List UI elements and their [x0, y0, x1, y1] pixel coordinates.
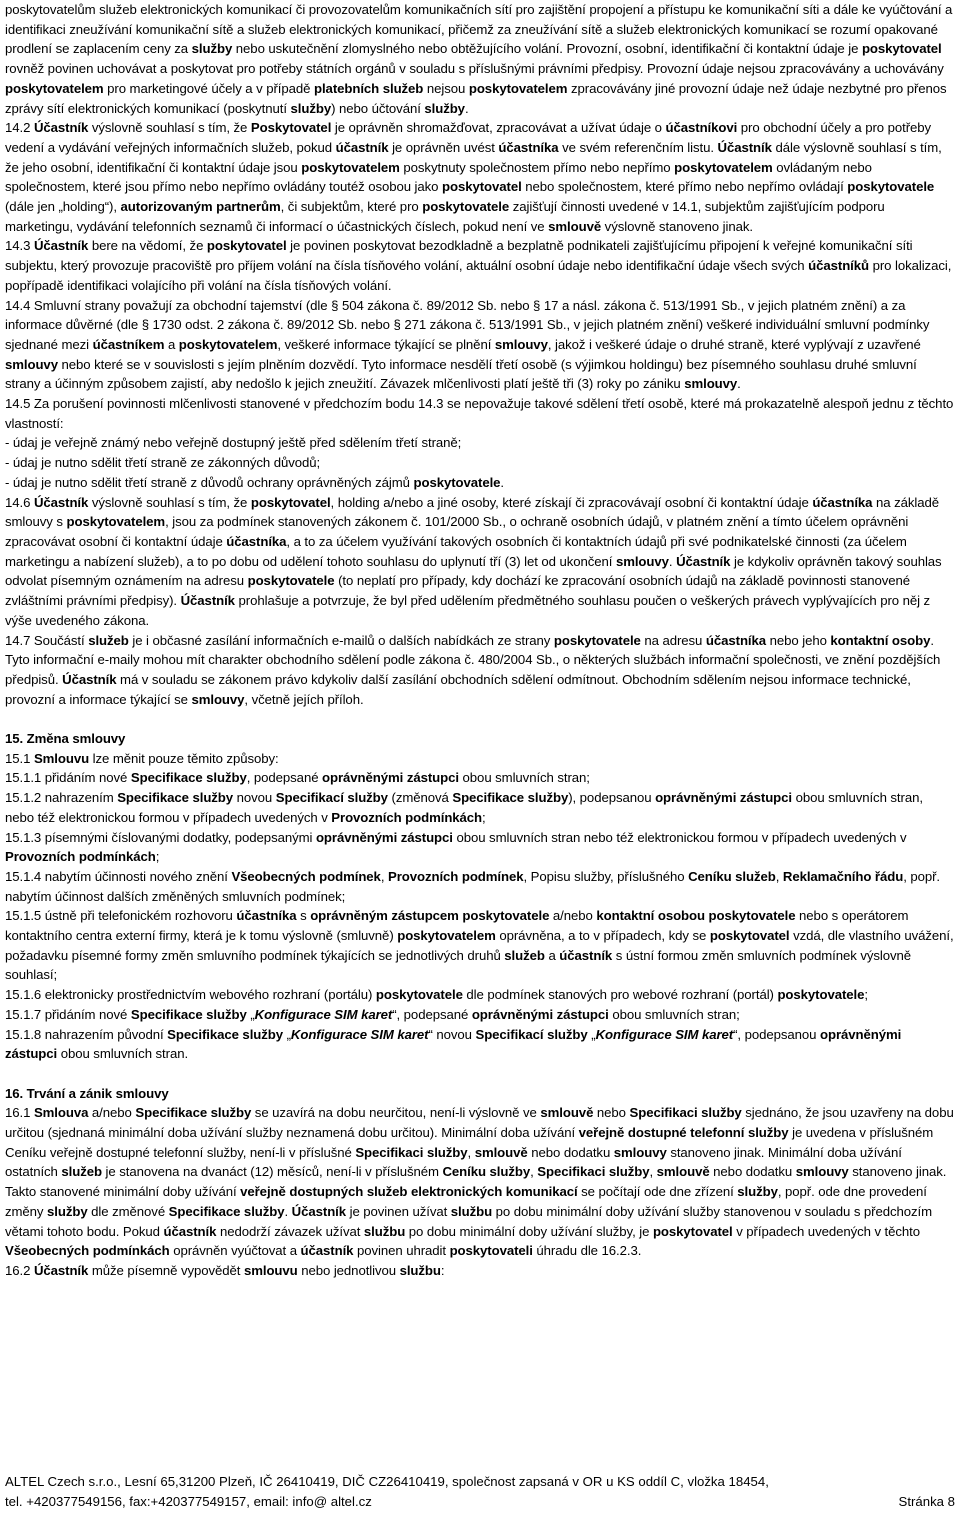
defined-term: autorizovaným partnerům	[120, 199, 281, 215]
defined-term: poskytovatel	[206, 238, 287, 254]
defined-term: oprávněnými zástupci	[655, 790, 792, 806]
footer-contact-row	[5, 1492, 955, 1512]
defined-term: poskytovatele	[413, 474, 501, 490]
defined-term: poskytovateli	[449, 1243, 533, 1259]
defined-term: Účastník	[62, 671, 117, 687]
footer-contact-info: tel. +420377549156, fax:+420377549157, email: info@ altel.cz	[5, 1493, 372, 1509]
defined-term: účastník	[335, 139, 389, 155]
defined-term: účastníka	[705, 632, 767, 648]
defined-term: smlouvy	[613, 1144, 667, 1160]
defined-term: Specifikace služby	[452, 790, 569, 806]
paragraph: - údaj je nutno sdělit třetí straně z důvodů ochrany oprávněných zájmů poskytovatele.	[5, 474, 505, 490]
paragraph: - údaj je nutno sdělit třetí straně ze zákonných důvodů;	[5, 455, 321, 471]
defined-term: Specifikací služby	[275, 790, 388, 806]
paragraph: 15.1 Smlouvu lze měnit pouze těmito způsoby:	[5, 750, 279, 766]
defined-term: služeb	[61, 1164, 102, 1180]
paragraph: 15.1.3 písemnými číslovanými dodatky, podepsanými oprávněnými zástupci obou smluvních stran nebo též elektronickou formou v případech uvedených v Provozních podmínkách;	[5, 829, 907, 865]
section-heading: 16. Trvání a zánik smlouvy	[5, 1085, 169, 1101]
defined-term: služby	[191, 41, 233, 57]
defined-term: smlouvě	[540, 1105, 594, 1121]
defined-term: účastníkem	[92, 336, 165, 352]
defined-term: poskytovatel	[442, 179, 522, 195]
defined-term: Smlouvu	[33, 750, 90, 766]
defined-term: Všeobecných podmínek	[231, 868, 381, 884]
defined-term: platebních služeb	[314, 80, 424, 96]
page-number: Stránka 8	[898, 1493, 955, 1509]
section-spacer	[5, 1064, 955, 1084]
defined-term: Účastník	[180, 593, 235, 609]
defined-term: Provozních podmínkách	[5, 849, 156, 865]
defined-term: smlouvy	[795, 1164, 849, 1180]
paragraph: 15.1.1 přidáním nové Specifikace služby, podepsané oprávněnými zástupci obou smluvních stran;	[5, 770, 590, 786]
defined-term: Specifikace služby	[130, 770, 247, 786]
defined-term: služeb	[504, 947, 545, 963]
paragraph: 15.1.8 nahrazením původní Specifikace služby „Konfigurace SIM karet“ novou Specifikací služby „Konfigurace SIM karet“, podepsanou oprávněnými zástupci obou smluvních stran.	[5, 1026, 902, 1062]
paragraph: 14.2 Účastník výslovně souhlasí s tím, že Poskytovatel je oprávněn shromažďovat, zpracovávat a užívat údaje o účastníkovi pro obchodní účely a pro potřeby vedení a vydávání veřejných informačních služeb, pokud účastník je oprávněn uvést účastníka ve svém referenčním listu. Účastník dále výslovně souhlasí s tím, že jeho osobní, identifikační či kontaktní údaje jsou poskytovatelem poskytnuty společnostem přímo nebo nepřímo poskytovatelem ovládaným nebo společnostem, které jsou přímo nebo nepřímo ovládány toutéž osobou jako poskytovatel nebo společnostem, které přímo nebo nepřímo ovládají poskytovatele (dále jen „holding“), autorizovaným partnerům, či subjektům, které pro poskytovatele zajišťují činnosti uvedené v 14.1, subjektům zajišťujícím podporu marketingu, vydávání telefonních seznamů či informací o účastnických číslech, pokud není ve smlouvě výslovně stanoveno jinak.	[5, 120, 942, 234]
defined-term: Konfigurace SIM karet	[254, 1006, 393, 1022]
defined-term: účastník	[163, 1223, 217, 1239]
page-footer	[5, 1472, 955, 1511]
defined-term: služby	[737, 1184, 778, 1200]
defined-term: Účastník	[33, 1262, 89, 1278]
paragraph: 14.6 Účastník výslovně souhlasí s tím, že poskytovatel, holding a/nebo a jiné osoby, které získají či zpracovávají osobní či kontaktní údaje účastníka na základě smlouvy s poskytovatelem, jsou za podmínek stanovených zákonem č. 101/2000 Sb., o ochraně osobních údajů, v platném znění a tímto účelem oprávněni zpracovávat osobní či kontaktní údaje účastníka, a to za účelem využívání takových osobních či kontaktních údajů při své podnikatelské činnosti (za účelem marketingu a nabízení služeb), a to po dobu od udělení tohoto souhlasu do uplynutí tří (3) let od ukončení smlouvy. Účastník je kdykoliv oprávněn takový souhlas odvolat písemným oznámením na adresu poskytovatele (to neplatí pro případy, kdy dochází ke zpracování osobních údajů na základě povinnosti stanovené zvláštními právními předpisy). Účastník prohlašuje a potvrzuje, že byl před udělením předmětného souhlasu poučen o veškerých právech vyplývajících pro něj z výše uvedeného zákona.	[5, 494, 942, 628]
defined-term: Konfigurace SIM karet	[595, 1026, 734, 1042]
defined-term: poskytovatel	[652, 1223, 733, 1239]
defined-term: Specifikace služby	[130, 1006, 247, 1022]
defined-term: Konfigurace SIM karet	[290, 1026, 429, 1042]
paragraph: 15.1.2 nahrazením Specifikace služby novou Specifikací služby (změnová Specifikace služby), podepsanou oprávněnými zástupci obou smluvních stran, nebo též elektronickou formou v případech uvedených v Provozních podmínkách;	[5, 790, 923, 825]
paragraph: - údaj je veřejně známý nebo veřejně dostupný ještě před sdělením třetí straně;	[5, 435, 462, 451]
defined-term: Ceníku služeb	[688, 868, 776, 884]
defined-term: službu	[399, 1262, 441, 1278]
defined-term: oprávněnými zástupci	[471, 1006, 609, 1022]
defined-term: veřejně dostupné telefonní služby	[578, 1125, 789, 1141]
defined-term: smlouvy	[5, 356, 58, 372]
defined-term: smlouvy	[494, 336, 548, 352]
defined-term: Účastník	[33, 494, 89, 510]
defined-term: Specifikaci služby	[629, 1105, 742, 1121]
defined-term: účastníků	[808, 258, 869, 274]
defined-term: poskytovatel	[709, 928, 790, 944]
paragraph: 15.1.6 elektronicky prostřednictvím webového rozhraní (portálu) poskytovatele dle podmínek stanových pro webové rozhraní (portál) poskytovatele;	[5, 987, 868, 1003]
defined-term: poskytovatele	[777, 987, 865, 1003]
defined-term: oprávněnými zástupci	[5, 1026, 902, 1062]
defined-term: smlouvu	[243, 1262, 298, 1278]
paragraph: 15.1.5 ústně při telefonickém rozhovoru účastníka s oprávněným zástupcem poskytovatele a/nebo kontaktní osobou poskytovatele nebo s operátorem kontaktního centra externí firmy, která je k tomu výslovně (smluvně) poskytovatelem oprávněna, a to v případech, kdy se poskytovatel vzdá, dle vlastního uvážení, požadavku písemné formy změn smluvního podmínek týkajících se jednotlivých druhů služeb a účastník s ústní formou změn smluvních podmínek výslovně souhlasí;	[5, 908, 954, 983]
paragraph: 14.3 Účastník bere na vědomí, že poskytovatel je povinen poskytovat bezodkladně a bezplatně podnikateli zajišťujícímu připojení k veřejné komunikační síti subjektu, který provozuje pracoviště pro příjem volání na čísla tísňového volání, aktuální osobní údaje nebo identifikační údaje všech svých účastníků pro lokalizaci, popřípadě identifikaci volajícího při volání na čísla tísňových volání.	[5, 238, 952, 293]
defined-term: poskytovatelem	[5, 80, 104, 96]
paragraph: 15.1.7 přidáním nové Specifikace služby „Konfigurace SIM karet“, podepsané oprávněnými zástupci obou smluvních stran;	[5, 1006, 740, 1022]
defined-term: účastník	[559, 947, 613, 963]
defined-term: poskytovatele	[553, 632, 641, 648]
defined-term: Provozních podmínkách	[331, 809, 483, 825]
defined-term: službu	[363, 1223, 406, 1239]
defined-term: poskytovatelem	[468, 80, 568, 96]
defined-term: poskytovatele	[375, 987, 463, 1003]
defined-term: poskytovatele	[247, 573, 335, 589]
defined-term: Smlouva	[33, 1105, 89, 1121]
defined-term: účastníkovi	[665, 120, 738, 136]
paragraph: 16.1 Smlouva a/nebo Specifikace služby se uzavírá na dobu neurčitou, není-li výslovně ve smlouvě nebo Specifikaci služby sjednáno, že jsou uzavřeny na dobu určitou (sjednaná minimální doba užívání služby neznamená dobu určitou). Minimální doba užívání veřejně dostupné telefonní služby je uvedena v příslušném Ceníku veřejně dostupné telefonní služby, není-li v příslušné Specifikaci služby, smlouvě nebo dodatku smlouvy stanoveno jinak. Minimální doba užívání ostatních služeb je stanovena na dvanáct (12) měsíců, není-li v příslušném Ceníku služby, Specifikaci služby, smlouvě nebo dodatku smlouvy stanoveno jinak. Takto stanovené minimální doby užívání veřejně dostupných služeb elektronických komunikací se počítají ode dne zřízení služby, popř. ode dne provedení změny služby dle změnové Specifikace služby. Účastník je povinen užívat službu po dobu minimální doby užívání služby stanovenou v souladu s předchozím větami tohoto bodu. Pokud účastník nedodrží závazek užívat službu po dobu minimální doby užívání služby, je poskytovatel v případech uvedených v těchto Všeobecných podmínkách oprávněn vyúčtovat a účastník povinen uhradit poskytovateli úhradu dle 16.2.3.	[5, 1105, 954, 1259]
paragraph: 14.4 Smluvní strany považují za obchodní tajemství (dle § 504 zákona č. 89/2012 Sb. nebo § 17 a násl. zákona č. 513/1991 Sb., v jejich platném znění) a za informace důvěrné (dle § 1730 odst. 2 zákona č. 89/2012 Sb. nebo § 271 zákona č. 513/1991 Sb., v jejich platném znění) veškeré individuální smluvní podmínky sjednané mezi účastníkem a poskytovatelem, veškeré informace týkající se plnění smlouvy, jakož i veškeré údaje o druhé straně, které vyplývají z uzavřené smlouvy nebo které se v souvislosti s jejím plněním dozvědí. Tyto informace nesdělí třetí osobě (s výjimkou holdingu) bez písemného souhlasu druhé smluvní strany a účinným způsobem zajistí, aby nedošlo k jejich zneužití. Závazek mlčenlivosti platí ještě tři (3) roky po zániku smlouvy.	[5, 297, 930, 392]
defined-term: Specifikace služby	[117, 790, 234, 806]
defined-term: Účastník	[717, 139, 772, 155]
defined-term: Účastník	[291, 1203, 347, 1219]
defined-term: služby	[424, 100, 465, 116]
paragraph: 15.1.4 nabytím účinnosti nového znění Všeobecných podmínek, Provozních podmínek, Popisu služby, příslušného Ceníku služeb, Reklamačního řádu, popř. nabytím účinnost dalších změněných smluvních podmínek;	[5, 868, 941, 904]
defined-term: poskytovatel	[861, 41, 942, 57]
footer-company-info: ALTEL Czech s.r.o., Lesní 65,31200 Plzeň, IČ 26410419, DIČ CZ26410419, společnost zapsaná v OR u KS oddíl C, vložka 18454,	[5, 1474, 769, 1489]
document-body	[5, 0, 955, 1281]
defined-term: služby	[47, 1203, 88, 1219]
defined-term: kontaktní osoby	[830, 632, 931, 648]
defined-term: Všeobecných podmínkách	[5, 1243, 170, 1259]
defined-term: Reklamačního řádu	[782, 868, 904, 884]
defined-term: oprávněnými zástupci	[315, 829, 453, 845]
defined-term: veřejně dostupných služeb elektronických komunikací	[240, 1184, 578, 1200]
defined-term: Účastník	[676, 553, 731, 569]
paragraph: 14.7 Součástí služeb je i občasné zasílání informačních e-mailů o dalších nabídkách ze strany poskytovatele na adresu účastníka nebo jeho kontaktní osoby. Tyto informační e-maily mohou mít charakter obchodního sdělení podle zákona č. 480/2004 Sb., o některých službách informační společnosti, ve znění pozdějších předpisů. Účastník má v souladu se zákonem právo kdykoliv další zasílání obchodních sdělení odmítnout. Obchodním sdělením nejsou informace technické, provozní a informace týkající se smlouvy, včetně jejích příloh.	[5, 632, 941, 707]
defined-term: služeb	[88, 632, 129, 648]
defined-term: Účastník	[33, 120, 89, 136]
defined-term: oprávněným zástupcem poskytovatele	[310, 908, 550, 924]
section-heading: 15. Změna smlouvy	[5, 731, 126, 746]
defined-term: Specifikací služby	[475, 1026, 588, 1042]
defined-term: smlouvě	[548, 218, 602, 234]
defined-term: Poskytovatel	[250, 120, 332, 136]
defined-term: Specifikace služby	[167, 1026, 283, 1042]
paragraph: poskytovatelům služeb elektronických komunikací či provozovatelům komunikačních sítí pro zajištění propojení a přístupu ke komunikační síti a dále ke vyúčtování a identifikaci zneužívání komunikační sítě a služeb elektronických komunikací, přičemž za zneužívání sítě a služeb elektronických komunikací se rozumí opakované prodlení se zaplacením ceny za služby nebo uskutečnění zlomyslného nebo obtěžujícího volání. Provozní, osobní, identifikační či kontaktní údaje je poskytovatel rovněž povinen uchovávat a poskytovat pro potřeby státních orgánů v souladu s příslušnými právními předpisy. Provozní údaje nejsou zpracovávány a uchovávány poskytovatelem pro marketingové účely a v případě platebních služeb nejsou poskytovatelem zpracovávány jiné provozní údaje než údaje nezbytné pro přenos zprávy sítí elektronických komunikací (poskytnutí služby) nebo účtování služby.	[5, 2, 953, 116]
defined-term: poskytovatelem	[674, 159, 773, 175]
defined-term: poskytovatele	[422, 199, 510, 215]
defined-term: kontaktní osobou poskytovatele	[596, 908, 796, 924]
defined-term: smlouvy	[191, 691, 245, 707]
defined-term: účastníka	[812, 494, 873, 510]
defined-term: poskytovatelem	[178, 336, 278, 352]
defined-term: účastníka	[498, 139, 559, 155]
defined-term: službu	[450, 1203, 493, 1219]
defined-term: Specifikaci služby	[355, 1144, 468, 1160]
defined-term: Provozních podmínek	[387, 868, 524, 884]
defined-term: smlouvě	[474, 1144, 528, 1160]
defined-term: Ceníku služby	[442, 1164, 531, 1180]
section-spacer	[5, 709, 955, 729]
defined-term: Specifikace služby	[135, 1105, 252, 1121]
defined-term: smlouvy	[684, 376, 738, 392]
defined-term: poskytovatele	[847, 179, 935, 195]
defined-term: poskytovatelem	[301, 159, 400, 175]
defined-term: smlouvy	[615, 553, 669, 569]
defined-term: poskytovatelem	[397, 928, 496, 944]
defined-term: účastníka	[236, 908, 297, 924]
defined-term: oprávněnými zástupci	[322, 770, 459, 786]
defined-term: poskytovatelem	[66, 514, 166, 530]
defined-term: Účastník	[33, 238, 89, 254]
defined-term: poskytovatel	[250, 494, 331, 510]
defined-term: účastník	[300, 1243, 354, 1259]
paragraph: 14.5 Za porušení povinnosti mlčenlivosti stanovené v předchozím bodu 14.3 se nepovažuje takové sdělení třetí osobě, které má prokazatelně alespoň jednu z těchto vlastností:	[5, 396, 954, 431]
defined-term: služby	[290, 100, 332, 116]
paragraph: 16.2 Účastník může písemně vypovědět smlouvu nebo jednotlivou službu:	[5, 1262, 445, 1278]
defined-term: Specifikaci služby	[537, 1164, 650, 1180]
defined-term: smlouvě	[656, 1164, 710, 1180]
defined-term: účastníka	[226, 533, 287, 549]
defined-term: Specifikace služby	[168, 1203, 285, 1219]
